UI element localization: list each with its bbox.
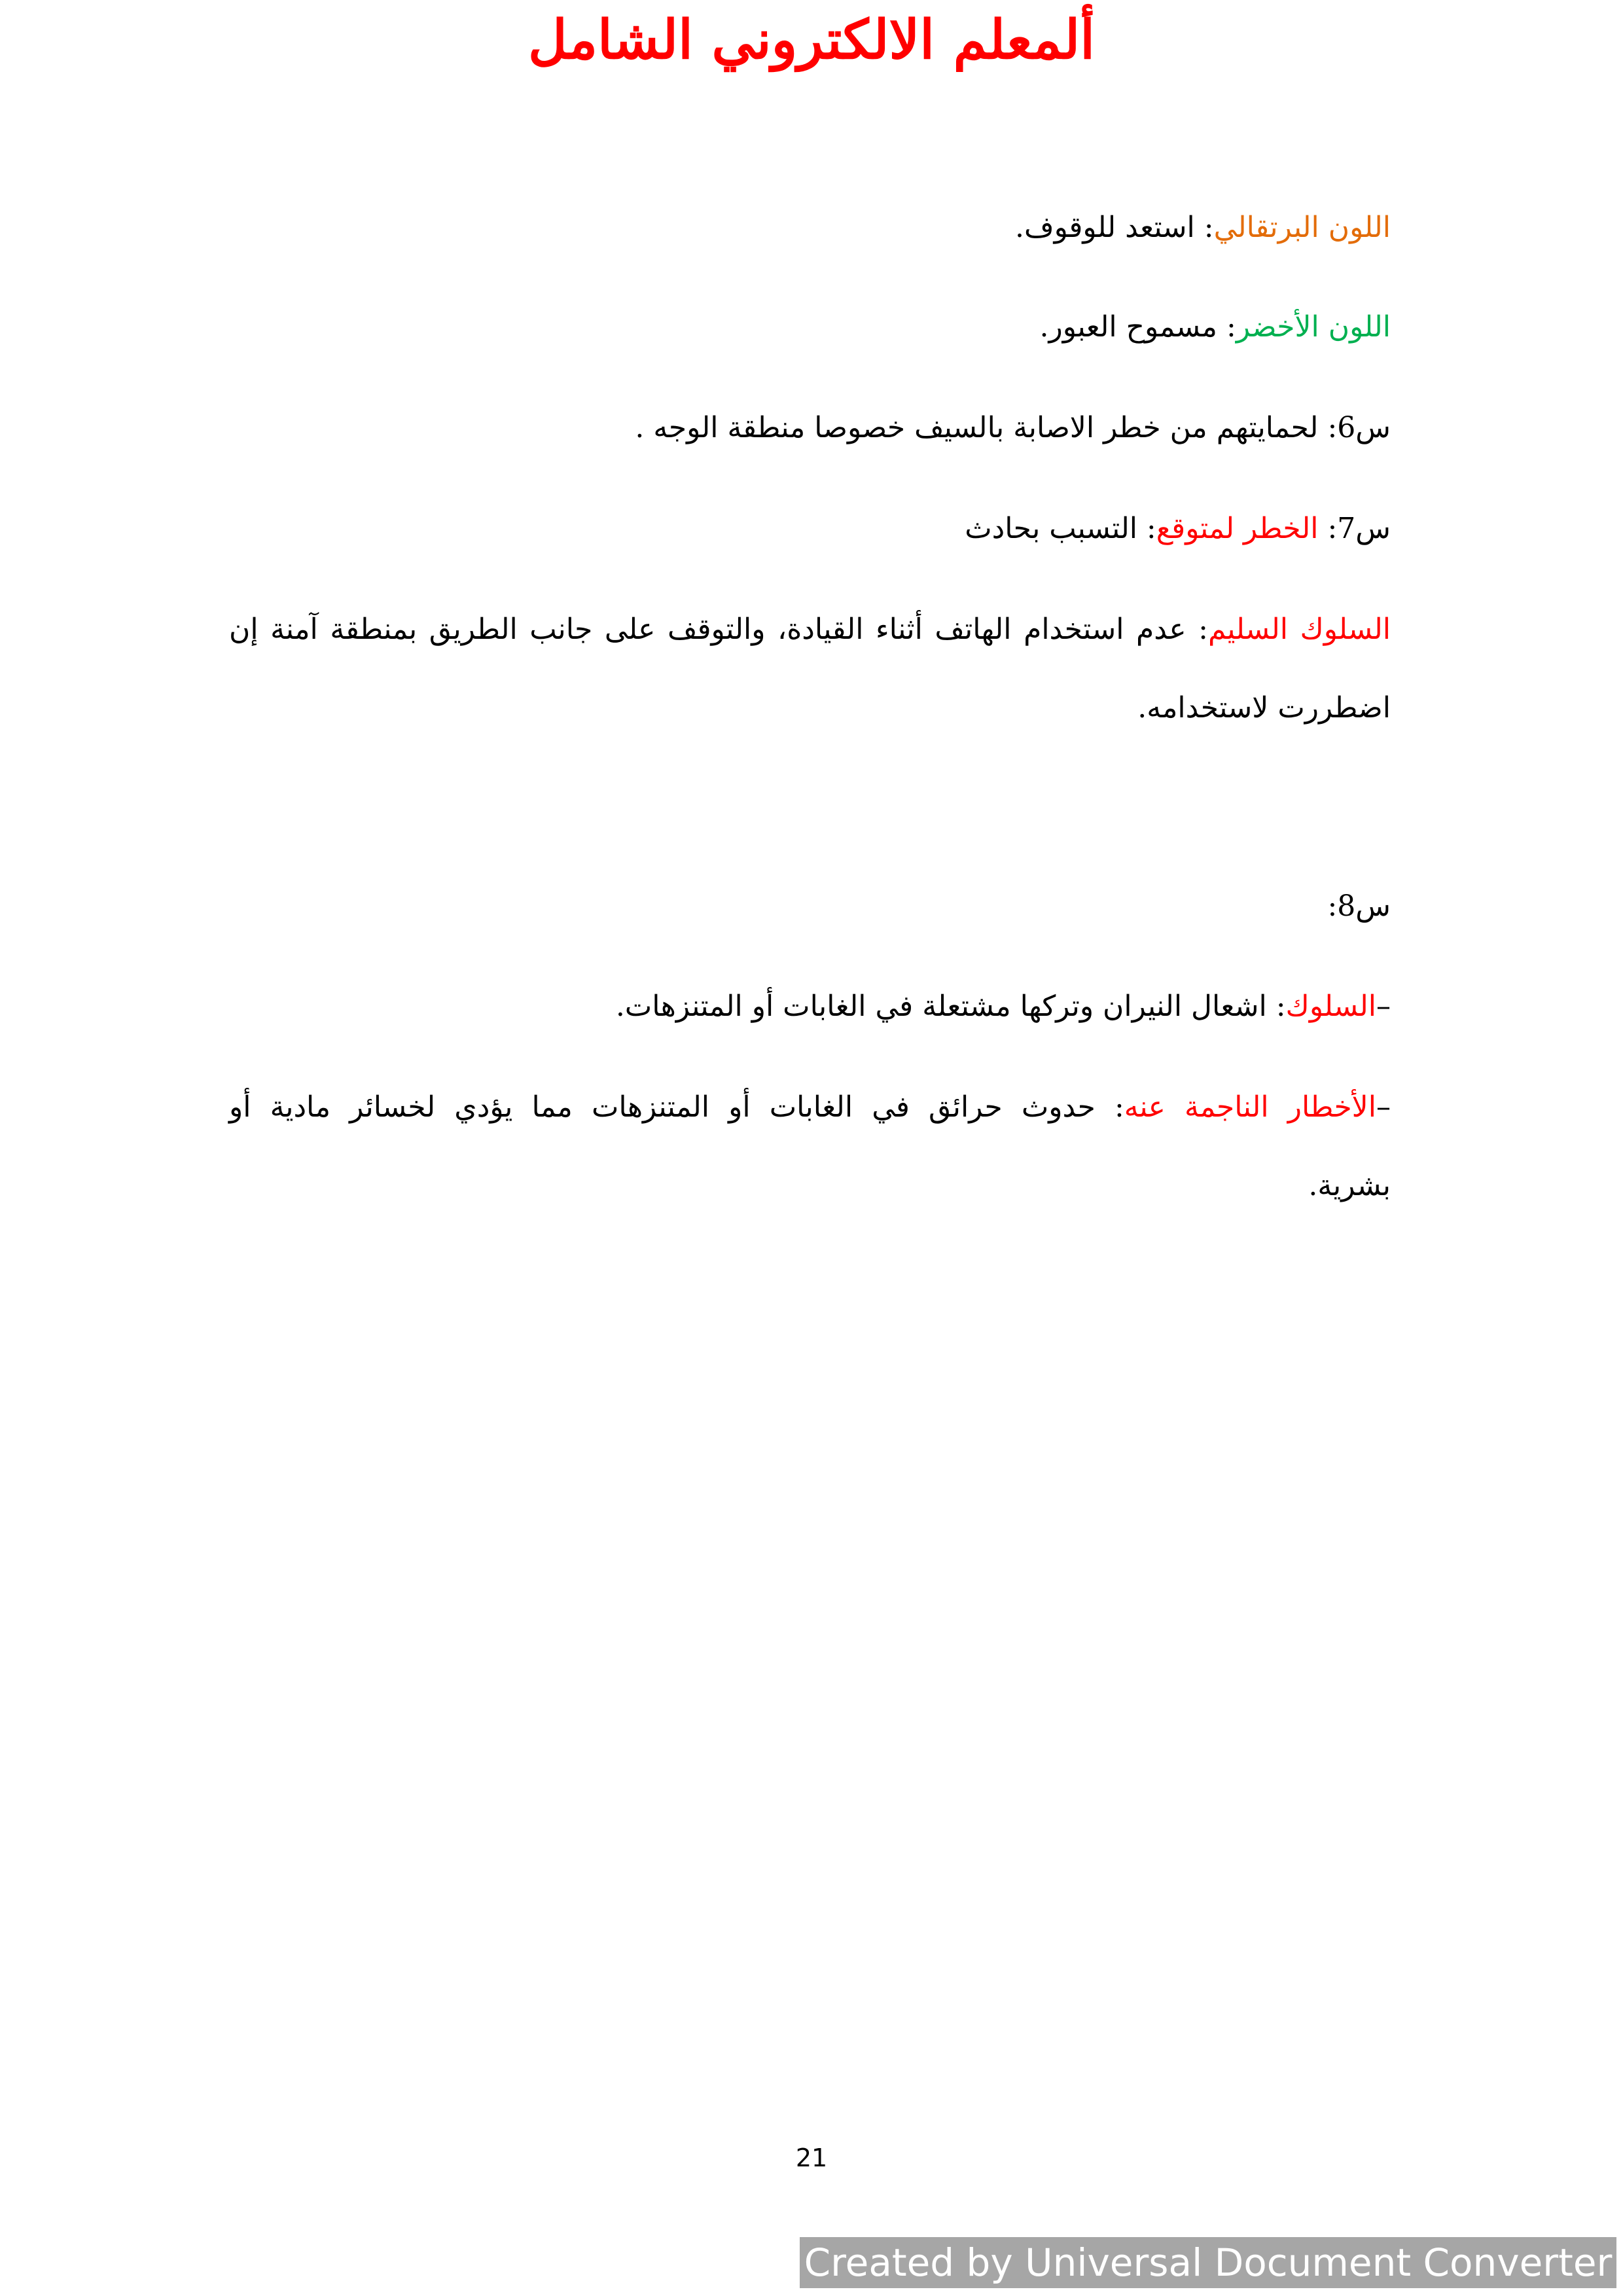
orange-light-line <box>147 208 1391 247</box>
green-light-line <box>147 308 1391 347</box>
dangers-label: الأخطار الناجمة عنه <box>1124 1090 1376 1124</box>
orange-light-text: : استعد للوقوف. <box>1015 211 1214 244</box>
green-light-text: : مسموح العبور. <box>1039 310 1236 344</box>
behavior-dash: – <box>1376 990 1391 1023</box>
watermark-banner: Created by Universal Document Converter <box>800 2237 1616 2288</box>
safe-behavior-text-2: اضطررت لاستخدامه. <box>1137 691 1391 725</box>
dangers-line-2 <box>147 1166 1391 1206</box>
safe-behavior-text-1: : عدم استخدام الهاتف أثناء القيادة، والتوقف على جانب الطريق بمنطقة آمنة إن <box>229 613 1208 646</box>
question-8-text: س8: <box>1327 889 1391 923</box>
document-title: ألمعلم الالكتروني الشامل <box>527 9 1096 71</box>
behavior-line <box>147 987 1391 1026</box>
dangers-dash: – <box>1376 1090 1391 1124</box>
dangers-text-2: بشرية. <box>1308 1169 1391 1202</box>
green-light-label: اللون الأخضر <box>1236 310 1391 344</box>
question-8-line <box>147 887 1391 926</box>
question-6-line <box>147 408 1391 448</box>
safe-behavior-label: السلوك السليم <box>1207 613 1391 646</box>
question-7-prefix: س7: <box>1318 512 1391 545</box>
expected-danger-label: الخطر لمتوقع <box>1156 512 1319 545</box>
page-number: 21 <box>795 2144 828 2172</box>
orange-light-label: اللون البرتقالي <box>1213 211 1391 244</box>
behavior-label: السلوك <box>1285 990 1376 1023</box>
question-7-line <box>147 509 1391 548</box>
safe-behavior-line-2 <box>147 689 1391 728</box>
question-6-text: س6: لحمايتهم من خطر الاصابة بالسيف خصوصا منطقة الوجه . <box>635 411 1391 444</box>
dangers-text-1: : حدوث حرائق في الغابات أو المتنزهات مما يؤدي لخسائر مادية أو <box>229 1090 1124 1124</box>
dangers-line-1 <box>229 1088 1391 1127</box>
expected-danger-text: : التسبب بحادث <box>965 512 1156 545</box>
safe-behavior-line-1 <box>229 610 1391 649</box>
behavior-text: : اشعال النيران وتركها مشتعلة في الغابات أو المتنزهات. <box>615 990 1286 1023</box>
